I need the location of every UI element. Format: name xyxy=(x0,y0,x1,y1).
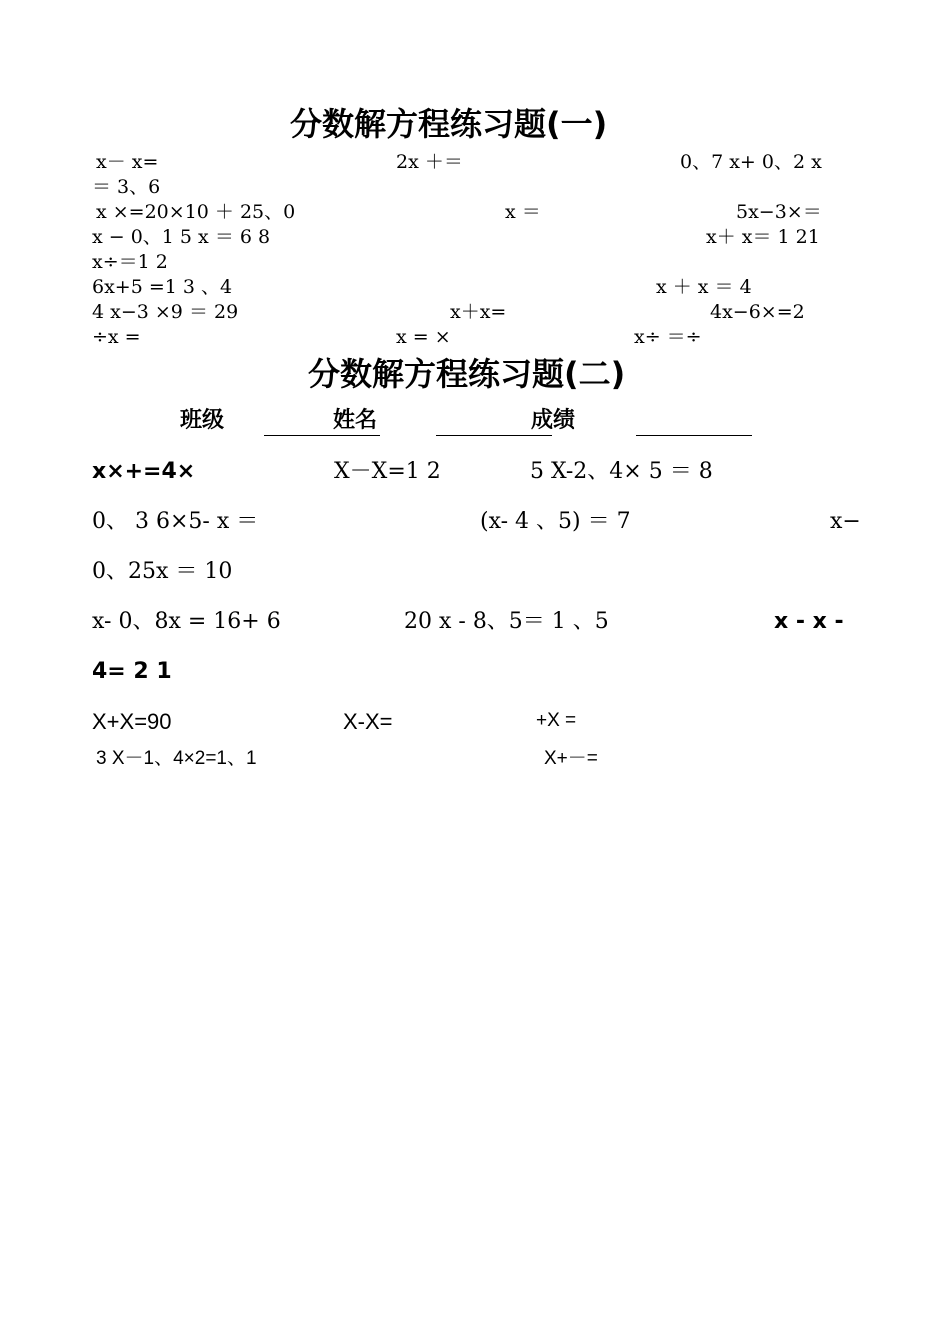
equation: X-X= xyxy=(343,709,393,734)
equation: 2x ＋＝ xyxy=(396,151,463,173)
equation: x- 0、8x = 16+ 6 xyxy=(92,609,281,634)
equation: x = × xyxy=(396,326,451,348)
equation: (x- 4 、5) ＝ 7 xyxy=(480,509,631,534)
equation: 4x−6×=2 xyxy=(710,301,805,323)
equation: x ＋ x ＝ 4 xyxy=(656,276,752,298)
equation: x ×=20×10 ＋ 25、0 xyxy=(96,201,296,223)
equation: X+X=90 xyxy=(92,709,172,734)
equation: 4= 2 1 xyxy=(92,659,172,684)
equation: x＋ x＝ 1 21 xyxy=(706,226,820,248)
equation: x－ x= xyxy=(96,151,159,173)
class-label: 班级 xyxy=(180,408,225,433)
equation: 0、7 x+ 0、2 x xyxy=(680,151,822,173)
equation: X+－= xyxy=(544,748,598,769)
name-blank xyxy=(436,435,552,436)
equation: x - x - xyxy=(774,609,844,634)
equation: ＝ 3、6 xyxy=(92,176,161,198)
equation: x＋x= xyxy=(450,301,507,323)
name-label: 姓名 xyxy=(333,408,378,433)
equation: 20 x - 8、5＝ 1 、5 xyxy=(404,609,609,634)
equation: x − 0、1 5 x ＝ 6 8 xyxy=(92,226,271,248)
equation: x×+=4× xyxy=(92,459,196,484)
equation: 6x+5 =1 3 、4 xyxy=(92,276,233,298)
equation: x÷ ＝÷ xyxy=(634,326,702,348)
equation: 0、 3 6×5- x ＝ xyxy=(92,509,259,534)
equation: 0、25x ＝ 10 xyxy=(92,559,233,584)
equation: x− xyxy=(830,509,861,534)
equation: 5 X-2、4× 5 ＝ 8 xyxy=(530,459,713,484)
page-title-1: 分数解方程练习题(一) xyxy=(290,105,608,143)
equation: x÷＝1 2 xyxy=(92,251,168,273)
equation: ÷x = xyxy=(92,326,141,348)
equation: 3 X－1、4×2=1、1 xyxy=(96,748,257,769)
equation: 5x−3×＝ xyxy=(736,201,822,223)
equation: 4 x−3 ×9 ＝ 29 xyxy=(92,301,239,323)
equation: x ＝ xyxy=(505,201,541,223)
score-label: 成绩 xyxy=(531,408,576,433)
page-title-2: 分数解方程练习题(二) xyxy=(308,355,626,393)
equation: X－X=1 2 xyxy=(334,459,441,484)
class-blank xyxy=(264,435,380,436)
equation: +X = xyxy=(536,710,577,731)
score-blank xyxy=(636,435,752,436)
